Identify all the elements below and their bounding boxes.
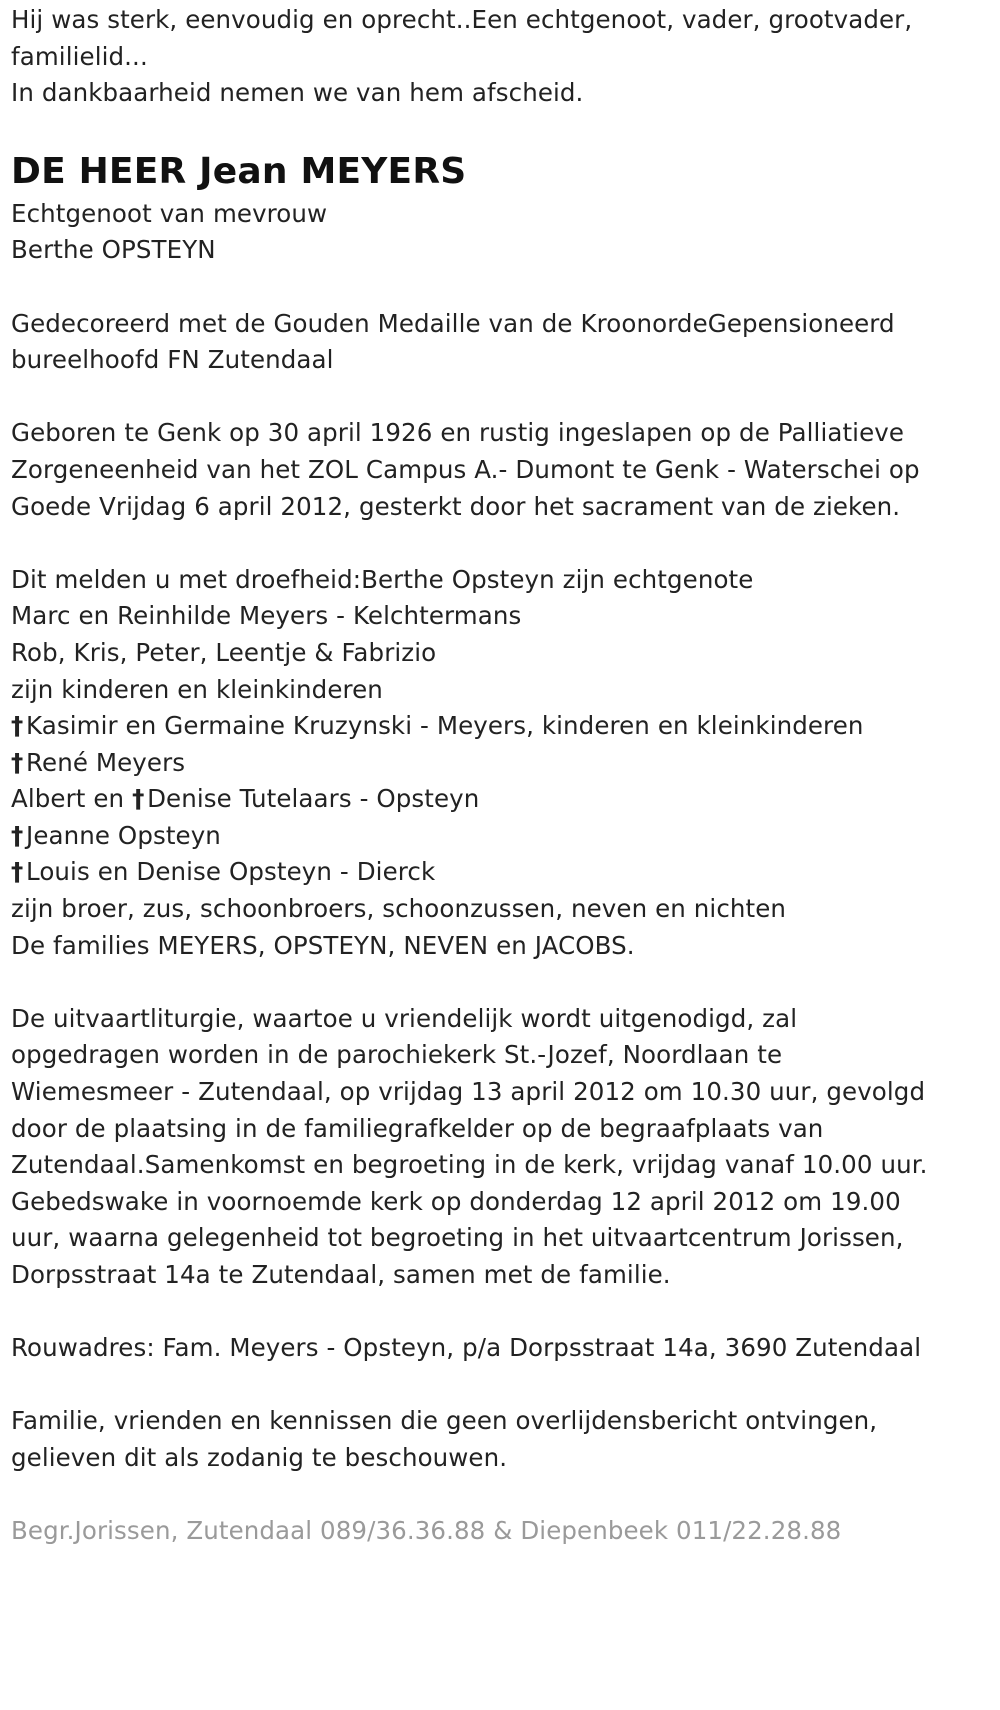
cross-icon: † (11, 711, 24, 741)
spacer (11, 964, 990, 1001)
spacer (11, 1367, 990, 1404)
family-line: De families MEYERS, OPSTEYN, NEVEN en JACOBS. (11, 930, 635, 960)
spouse-info (11, 196, 990, 269)
funeral-line: opgedragen worden in de parochiekerk St.-Jozef, Noordlaan te (11, 1040, 783, 1070)
spouse-line: Berthe OPSTEYN (11, 235, 216, 265)
family-member: René Meyers (26, 747, 186, 777)
funeral-line: Dorpsstraat 14a te Zutendaal, samen met de familie. (11, 1260, 671, 1289)
family-line (11, 818, 990, 855)
family-line (11, 745, 990, 782)
family-line: zijn kinderen en kleinkinderen (11, 674, 383, 704)
birth-death-line: Zorgeneenheid van het ZOL Campus A.- Dumont te Genk - Waterschei op (11, 454, 920, 484)
family-line: Rob, Kris, Peter, Leentje & Fabrizio (11, 637, 437, 667)
honors-line: Gedecoreerd met de Gouden Medaille van de KroonordeGepensioneerd (11, 308, 895, 338)
funeral-line: door de plaatsing in de familiegrafkelder op de begraafplaats van (11, 1113, 824, 1143)
funeral-line: Gebedswake in voornoemde kerk op donderdag 12 april 2012 om 19.00 (11, 1186, 901, 1216)
intro-line: In dankbaarheid nemen we van hem afscheid. (11, 78, 584, 108)
family-line (11, 854, 990, 891)
notice-line: Familie, vrienden en kennissen die geen overlijdensbericht ontvingen, (11, 1406, 878, 1436)
birth-death-line: Geboren te Genk op 30 april 1926 en rustig ingeslapen op de Palliatieve (11, 418, 905, 448)
deceased-name: DE HEER Jean MEYERS (11, 150, 467, 192)
funeral-info (11, 1001, 990, 1294)
intro-line: Hij was sterk, eenvoudig en oprecht..Een echtgenoot, vader, grootvader, (11, 5, 913, 34)
address-line: Rouwadres: Fam. Meyers - Opsteyn, p/a Dorpsstraat 14a, 3690 Zutendaal (11, 1333, 922, 1363)
funeral-home-footer: Begr.Jorissen, Zutendaal 089/36.36.88 & Diepenbeek 011/22.28.88 (11, 1515, 842, 1545)
family-member: Denise Tutelaars - Opsteyn (147, 784, 480, 814)
family-member: Louis en Denise Opsteyn - Dierck (26, 857, 436, 887)
mourning-address (11, 1330, 990, 1367)
honors-info (11, 306, 990, 379)
cross-icon: † (11, 747, 24, 777)
family-line: Dit melden u met droefheid:Berthe Opsteyn zijn echtgenote (11, 564, 754, 594)
family-list (11, 562, 990, 965)
funeral-line: Wiemesmeer - Zutendaal, op vrijdag 13 april 2012 om 10.30 uur, gevolgd (11, 1077, 926, 1107)
funeral-line: uur, waarna gelegenheid tot begroeting in het uitvaartcentrum Jorissen, (11, 1223, 904, 1253)
family-member: Kasimir en Germaine Kruzynski - Meyers, kinderen en kleinkinderen (26, 711, 864, 741)
spacer (11, 379, 990, 416)
notice-line: gelieven dit als zodanig te beschouwen. (11, 1442, 508, 1472)
spacer (11, 525, 990, 562)
spacer (11, 1294, 990, 1331)
cross-icon: † (11, 857, 24, 887)
spouse-line: Echtgenoot van mevrouw (11, 198, 328, 228)
notice-info (11, 1403, 990, 1476)
family-member: Albert en (11, 784, 133, 814)
spacer (11, 269, 990, 306)
intro-text (11, 2, 990, 112)
family-line: Marc en Reinhilde Meyers - Kelchtermans (11, 601, 522, 631)
birth-death-line: Goede Vrijdag 6 april 2012, gesterkt door het sacrament van de zieken. (11, 491, 901, 521)
funeral-line: Zutendaal.Samenkomst en begroeting in de kerk, vrijdag vanaf 10.00 uur. (11, 1150, 928, 1180)
intro-line: familielid... (11, 41, 148, 71)
honors-line: bureelhoofd FN Zutendaal (11, 345, 334, 375)
family-line: zijn broer, zus, schoonbroers, schoonzussen, neven en nichten (11, 894, 787, 924)
cross-icon: † (132, 784, 145, 814)
family-line (11, 781, 990, 818)
funeral-line: De uitvaartliturgie, waartoe u vriendelijk wordt uitgenodigd, zal (11, 1003, 798, 1033)
family-member: Jeanne Opsteyn (26, 820, 221, 850)
cross-icon: † (11, 820, 24, 850)
family-line (11, 708, 990, 745)
birth-death-info (11, 415, 990, 525)
